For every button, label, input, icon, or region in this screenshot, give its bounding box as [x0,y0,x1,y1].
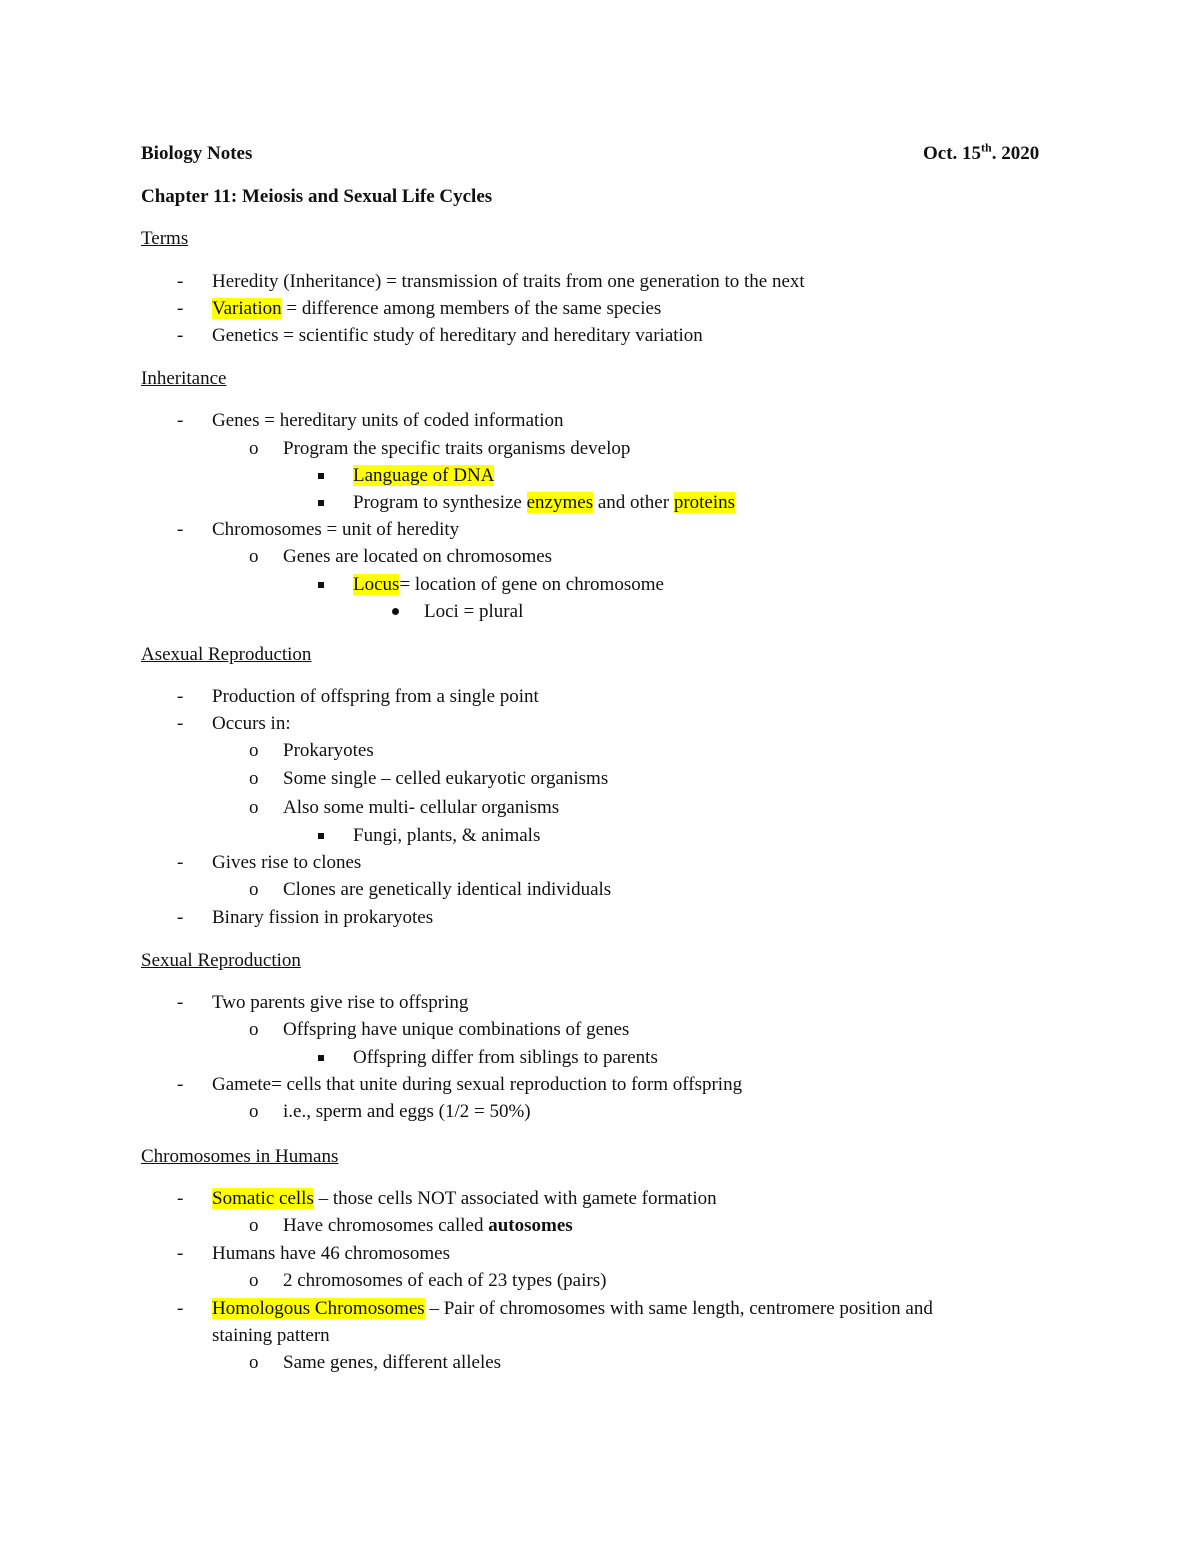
dash-bullet: - [177,852,184,873]
chapter-title: Chapter 11: Meiosis and Sexual Life Cycles [141,186,493,207]
dash-bullet: - [177,992,184,1013]
doc-title: Biology Notes [141,143,253,164]
circle-bullet: o [249,740,259,761]
highlight-locus: Locus [353,574,400,595]
note-occurs: Occurs in: [212,713,291,734]
section-heading-chromosomes-humans: Chromosomes in Humans [141,1146,339,1167]
note-synthesize: Program to synthesize enzymes and other proteins [353,492,736,513]
note-somatic: Somatic cells – those cells NOT associated with gamete formation [212,1188,717,1209]
circle-bullet: o [249,768,259,789]
dash-bullet: - [177,1188,184,1209]
dash-bullet: - [177,1243,184,1264]
section-heading-asexual: Asexual Reproduction [141,644,312,665]
note-sperm: i.e., sperm and eggs (1/2 = 50%) [283,1101,531,1122]
highlight-somatic-cells: Somatic cells [212,1188,314,1209]
dash-bullet: - [177,519,184,540]
highlight-language-dna: Language of DNA [353,465,495,486]
square-bullet [318,473,324,479]
square-bullet [318,500,324,506]
note-fungi: Fungi, plants, & animals [353,825,541,846]
section-heading-sexual: Sexual Reproduction [141,950,301,971]
note-single-celled: Some single – celled eukaryotic organisms [283,768,609,789]
note-differ: Offspring differ from siblings to parents [353,1047,658,1068]
term-heredity: Heredity (Inheritance) = transmission of traits from one generation to the next [212,271,805,292]
circle-bullet: o [249,1352,259,1373]
dash-bullet: - [177,686,184,707]
dash-bullet: - [177,1298,184,1319]
term-genetics: Genetics = scientific study of hereditary and hereditary variation [212,325,703,346]
note-autosomes: Have chromosomes called autosomes [283,1215,573,1236]
dash-bullet: - [177,325,184,346]
note-language-dna [353,465,494,487]
dash-bullet: - [177,1074,184,1095]
note-production: Production of offspring from a single point [212,686,539,707]
note-homologous: Homologous Chromosomes – Pair of chromosomes with same length, centromere position and [212,1298,933,1319]
term-variation: Variation = difference among members of the same species [212,298,662,319]
note-prokaryotes: Prokaryotes [283,740,374,761]
note-two-each: 2 chromosomes of each of 23 types (pairs) [283,1270,607,1291]
dash-bullet: - [177,713,184,734]
note-humans-46: Humans have 46 chromosomes [212,1243,450,1264]
note-same-genes: Same genes, different alleles [283,1352,502,1373]
highlight-variation: Variation [212,298,282,319]
circle-bullet: o [249,879,259,900]
note-clones-identical: Clones are genetically identical individuals [283,879,612,900]
circle-bullet: o [249,797,259,818]
dash-bullet: - [177,271,184,292]
circle-bullet: o [249,1270,259,1291]
note-genes: Genes = hereditary units of coded information [212,410,564,431]
note-loci: Loci = plural [424,601,524,622]
circle-bullet: o [249,1101,259,1122]
dash-bullet: - [177,907,184,928]
note-locus: Locus= location of gene on chromosome [353,574,664,595]
circle-bullet: o [249,1215,259,1236]
square-bullet [318,1055,324,1061]
doc-date: Oct. 15th. 2020 [923,140,1040,164]
note-unique: Offspring have unique combinations of genes [283,1019,630,1040]
circle-bullet: o [249,1019,259,1040]
highlight-enzymes: enzymes [526,492,594,513]
bold-autosomes: autosomes [488,1215,573,1236]
note-clones: Gives rise to clones [212,852,362,873]
highlight-homologous-chromosomes: Homologous Chromosomes [212,1298,425,1319]
round-bullet [392,608,399,615]
section-heading-inheritance: Inheritance [141,368,227,389]
square-bullet [318,582,324,588]
dash-bullet: - [177,410,184,431]
note-genes-located: Genes are located on chromosomes [283,546,553,567]
note-chromosomes: Chromosomes = unit of heredity [212,519,460,540]
note-homologous-continued: staining pattern [212,1325,330,1346]
note-multi-cellular: Also some multi- cellular organisms [283,797,560,818]
note-two-parents: Two parents give rise to offspring [212,992,469,1013]
section-heading-terms: Terms [141,228,189,249]
square-bullet [318,833,324,839]
circle-bullet: o [249,438,259,459]
note-gamete: Gamete= cells that unite during sexual reproduction to form offspring [212,1074,743,1095]
note-binary: Binary fission in prokaryotes [212,907,434,928]
dash-bullet: - [177,298,184,319]
note-program-traits: Program the specific traits organisms develop [283,438,631,459]
highlight-proteins: proteins [673,492,736,513]
circle-bullet: o [249,546,259,567]
